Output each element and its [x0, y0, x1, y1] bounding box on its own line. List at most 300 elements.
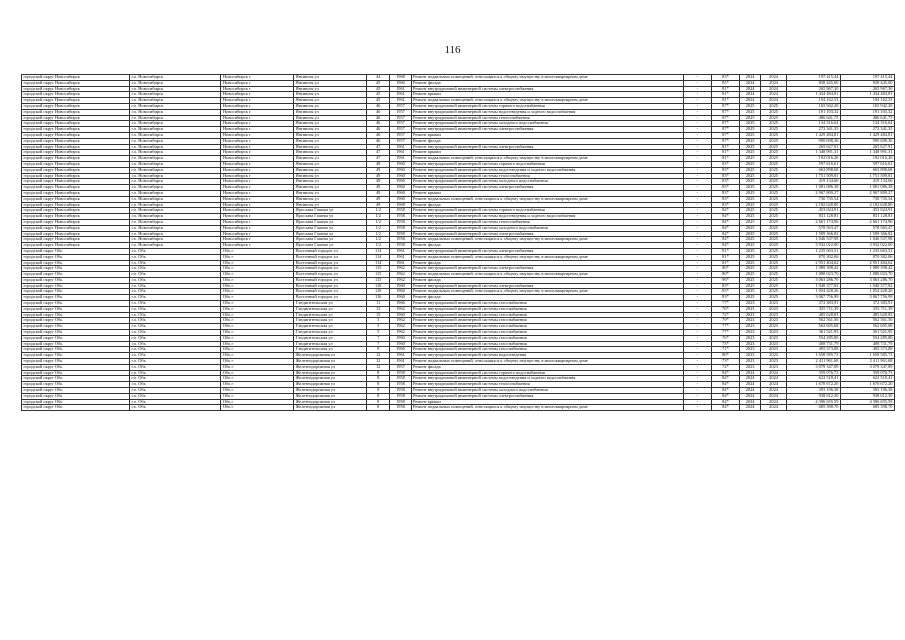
cell-year: 1960: [390, 295, 411, 301]
cell-plan-start: 2025: [740, 237, 761, 243]
cell-plan-start: 2025: [740, 167, 761, 173]
cell-locality: Новосибирск г: [221, 225, 294, 231]
cell-house: 8: [366, 405, 389, 411]
cell-work-type: Ремонт внутридомовой инженерной системы теплоснабжения: [411, 382, 683, 388]
cell-municipality: городской округ Новосибирск: [22, 243, 130, 249]
cell-municipality: городской округ Обь: [22, 324, 130, 330]
cell-cost-total: 194 162,33: [840, 98, 894, 104]
cell-settlement: г.о. Обь: [129, 289, 221, 295]
cell-plan-start: 2025: [740, 202, 761, 208]
cell-municipality: городской округ Обь: [22, 306, 130, 312]
cell-year: 1958: [390, 405, 411, 411]
cell-settlement: г.о. Новосибирск: [129, 185, 221, 191]
cell-locality: Обь г: [221, 301, 294, 307]
cell-house: 116: [366, 289, 389, 295]
cell-locality: Новосибирск г: [221, 75, 294, 81]
cell-plan-start: 2025: [740, 173, 761, 179]
cell-cost-total: 1 348 991,31: [840, 150, 894, 156]
cell-cost: 273 341,35: [786, 127, 840, 133]
cell-cost-total: 578 563,47: [840, 225, 894, 231]
cell-house: 11: [366, 301, 389, 307]
cell-municipality: городской округ Обь: [22, 330, 130, 336]
cell-wear: 83*: [711, 167, 739, 173]
cell-settlement: г.о. Новосибирск: [129, 109, 221, 115]
cell-street: Янгиюлы ул: [294, 121, 367, 127]
cell-dash: -: [683, 382, 711, 388]
cell-cost: 1 080 023,70: [786, 272, 840, 278]
cell-work-type: Ремонт крыши: [411, 150, 683, 156]
cell-plan-start: 2025: [740, 254, 761, 260]
cell-municipality: городской округ Новосибирск: [22, 225, 130, 231]
cell-house: 5: [366, 324, 389, 330]
cell-dash: -: [683, 393, 711, 399]
cell-settlement: г.о. Новосибирск: [129, 173, 221, 179]
cell-wear: 73*: [711, 341, 739, 347]
cell-wear: 81*: [711, 156, 739, 162]
cell-work-type: Ремонт внутридомовой инженерной системы водоотведения и ходного водоснабжения: [411, 214, 683, 220]
cell-street: Янгиюлы ул: [294, 179, 367, 185]
cell-cost: 453 024,91: [786, 208, 840, 214]
cell-year: 1961: [390, 150, 411, 156]
cell-work-type: Ремонт фасада: [411, 243, 683, 249]
cell-plan-start: 2025: [740, 109, 761, 115]
cell-dash: -: [683, 138, 711, 144]
cell-year: 1958: [390, 243, 411, 249]
cell-year: 1961: [390, 248, 411, 254]
cell-locality: Новосибирск г: [221, 150, 294, 156]
cell-municipality: городской округ Обь: [22, 254, 130, 260]
cell-work-type: Ремонт внутридомовой инженерной системы водоотведения: [411, 353, 683, 359]
cell-plan-end: 2025: [761, 144, 787, 150]
cell-house: 46: [366, 103, 389, 109]
cell-work-type: Ремонт внутридомовой инженерной системы горячего водоснабжения: [411, 370, 683, 376]
cell-settlement: г.о. Обь: [129, 335, 221, 341]
cell-work-type: Ремонт внутридомовой инженерной системы газоснабжения: [411, 301, 683, 307]
cell-plan-end: 2025: [761, 214, 787, 220]
cell-cost-total: 1 054 428,26: [840, 289, 894, 295]
cell-work-type: Ремонт крыши: [411, 132, 683, 138]
cell-wear: 83*: [711, 196, 739, 202]
cell-house: 114: [366, 248, 389, 254]
cell-wear: 87*: [711, 127, 739, 133]
cell-municipality: городской округ Обь: [22, 376, 130, 382]
cell-cost: 663 898,68: [786, 167, 840, 173]
cell-street: Янгиюлы ул: [294, 190, 367, 196]
cell-plan-end: 2025: [761, 185, 787, 191]
cell-house: 114: [366, 260, 389, 266]
cell-dash: -: [683, 219, 711, 225]
cell-house: 49: [366, 196, 389, 202]
cell-settlement: г.о. Обь: [129, 347, 221, 353]
cell-cost-total: 870 302,06: [840, 254, 894, 260]
cell-wear: 83*: [711, 75, 739, 81]
cell-street: Гэндигительская ул: [294, 312, 367, 318]
cell-wear: 77*: [711, 301, 739, 307]
cell-wear: 77*: [711, 330, 739, 336]
cell-cost-total: 165 942,20: [840, 103, 894, 109]
cell-cost: 197 415,44: [786, 75, 840, 81]
cell-cost-total: 562 605,68: [840, 324, 894, 330]
cell-work-type: Ремонт внутридомовой инженерной системы горячего водоснабжения: [411, 161, 683, 167]
cell-settlement: г.о. Новосибирск: [129, 179, 221, 185]
cell-dash: -: [683, 254, 711, 260]
cell-street: Янгиюлы ул: [294, 86, 367, 92]
cell-year: 1962: [390, 272, 411, 278]
cell-dash: -: [683, 353, 711, 359]
cell-plan-start: 2024: [740, 98, 761, 104]
cell-house: 45: [366, 92, 389, 98]
cell-work-type: Ремонт подвальных помещений, относящихся к общему имуществу в многоквартирном доме: [411, 75, 683, 81]
cell-locality: Обь г: [221, 370, 294, 376]
cell-locality: Новосибирск г: [221, 80, 294, 86]
cell-plan-start: 2025: [740, 161, 761, 167]
cell-settlement: г.о. Новосибирск: [129, 161, 221, 167]
cell-wear: 81*: [711, 144, 739, 150]
cell-municipality: городской округ Новосибирск: [22, 202, 130, 208]
cell-settlement: г.о. Новосибирск: [129, 190, 221, 196]
cell-cost: 990 698,36: [786, 138, 840, 144]
cell-cost: 359 076,73: [786, 370, 840, 376]
cell-year: 1958: [390, 237, 411, 243]
cell-plan-end: 2025: [761, 121, 787, 127]
cell-settlement: г.о. Новосибирск: [129, 243, 221, 249]
cell-wear: 84*: [711, 225, 739, 231]
cell-settlement: г.о. Обь: [129, 382, 221, 388]
cell-cost-total: 730 735,54: [840, 196, 894, 202]
cell-municipality: городской округ Новосибирск: [22, 208, 130, 214]
cell-dash: -: [683, 347, 711, 353]
cell-year: 1961: [390, 359, 411, 365]
cell-cost-total: 622 518,41: [840, 376, 894, 382]
cell-cost-total: 197 415,44: [840, 75, 894, 81]
cell-dash: -: [683, 289, 711, 295]
cell-year: 1960: [390, 283, 411, 289]
cell-year: 1957: [390, 121, 411, 127]
cell-cost: 1 429 484,81: [786, 132, 840, 138]
cell-locality: Новосибирск г: [221, 156, 294, 162]
cell-street: Ярослава Гашека ул: [294, 231, 367, 237]
cell-plan-start: 2023: [740, 353, 761, 359]
cell-year: 1960: [390, 173, 411, 179]
cell-cost-total: 393 196,38: [840, 388, 894, 394]
cell-cost: 554 285,80: [786, 335, 840, 341]
cell-dash: -: [683, 231, 711, 237]
cell-dash: -: [683, 283, 711, 289]
cell-house: 1/2: [366, 214, 389, 220]
cell-dash: -: [683, 156, 711, 162]
cell-locality: Обь г: [221, 330, 294, 336]
cell-work-type: Ремонт внутридомовой инженерной системы электроснабжения: [411, 127, 683, 133]
cell-settlement: г.о. Обь: [129, 393, 221, 399]
cell-street: Ярослава Гашека ул: [294, 237, 367, 243]
cell-house: 45: [366, 80, 389, 86]
cell-wear: 72*: [711, 312, 739, 318]
cell-wear: 84*: [711, 388, 739, 394]
cell-work-type: Ремонт внутридомовой инженерной системы газоснабжения: [411, 330, 683, 336]
cell-cost: 578 563,47: [786, 225, 840, 231]
cell-cost-total: 1 509 366,82: [840, 231, 894, 237]
cell-municipality: городской округ Новосибирск: [22, 231, 130, 237]
cell-street: Гэндигительская ул: [294, 341, 367, 347]
cell-plan-start: 2024: [740, 388, 761, 394]
cell-house: 47: [366, 144, 389, 150]
cell-plan-end: 2024: [761, 86, 787, 92]
cell-cost: 2 951 404,62: [786, 260, 840, 266]
cell-dash: -: [683, 312, 711, 318]
cell-wear: 81*: [711, 260, 739, 266]
cell-cost: 2 411 961,68: [786, 359, 840, 365]
cell-cost: 372 383,91: [786, 301, 840, 307]
cell-dash: -: [683, 277, 711, 283]
cell-wear: 84*: [711, 405, 739, 411]
cell-house: 15: [366, 312, 389, 318]
cell-work-type: Ремонт внутридомовой инженерной системы газоснабжения: [411, 341, 683, 347]
cell-street: Янгиюлы ул: [294, 109, 367, 115]
cell-settlement: г.о. Новосибирск: [129, 225, 221, 231]
cell-dash: -: [683, 202, 711, 208]
cell-plan-start: 2024: [740, 75, 761, 81]
cell-plan-start: 2024: [740, 376, 761, 382]
cell-settlement: г.о. Обь: [129, 405, 221, 411]
cell-plan-start: 2025: [740, 219, 761, 225]
cell-municipality: городской округ Обь: [22, 283, 130, 289]
cell-plan-end: 2025: [761, 272, 787, 278]
cell-house: 45: [366, 98, 389, 104]
cell-cost: 1 509 366,82: [786, 231, 840, 237]
cell-plan-start: 2025: [740, 260, 761, 266]
cell-year: 1968: [390, 75, 411, 81]
cell-work-type: Ремонт подвальных помещений, относящихся к общему имуществу в многоквартирном доме: [411, 156, 683, 162]
cell-dash: -: [683, 225, 711, 231]
cell-cost-total: 372 383,91: [840, 301, 894, 307]
cell-work-type: Ремонт фасада: [411, 80, 683, 86]
cell-plan-start: 2025: [740, 103, 761, 109]
cell-locality: Обь г: [221, 295, 294, 301]
cell-cost: 361 521,95: [786, 330, 840, 336]
cell-year: 1961: [390, 86, 411, 92]
cell-settlement: г.о. Новосибирск: [129, 144, 221, 150]
cell-municipality: городской округ Обь: [22, 399, 130, 405]
cell-street: Восточный городок ул: [294, 254, 367, 260]
cell-locality: Обь г: [221, 335, 294, 341]
cell-locality: Новосибирск г: [221, 185, 294, 191]
cell-house: 8: [366, 370, 389, 376]
cell-municipality: городской округ Новосибирск: [22, 173, 130, 179]
cell-settlement: г.о. Новосибирск: [129, 80, 221, 86]
cell-wear: 84*: [711, 370, 739, 376]
cell-street: Янгиюлы ул: [294, 98, 367, 104]
cell-plan-end: 2024: [761, 92, 787, 98]
cell-municipality: городской округ Новосибирск: [22, 156, 130, 162]
capital-repair-table: [21, 74, 895, 411]
cell-municipality: городской округ Новосибирск: [22, 109, 130, 115]
cell-plan-start: 2023: [740, 335, 761, 341]
cell-cost: 194 162,33: [786, 98, 840, 104]
cell-municipality: городской округ Новосибирск: [22, 196, 130, 202]
cell-house: 8: [366, 399, 389, 405]
cell-dash: -: [683, 92, 711, 98]
cell-locality: Обь г: [221, 248, 294, 254]
cell-dash: -: [683, 115, 711, 121]
cell-locality: Обь г: [221, 324, 294, 330]
cell-street: Янгиюлы ул: [294, 185, 367, 191]
cell-work-type: Ремонт крыши: [411, 190, 683, 196]
cell-locality: Новосибирск г: [221, 109, 294, 115]
cell-cost-total: 191 103,32: [840, 109, 894, 115]
cell-cost: 1 089 398,42: [786, 266, 840, 272]
cell-dash: -: [683, 179, 711, 185]
cell-locality: Новосибирск г: [221, 237, 294, 243]
cell-locality: Новосибирск г: [221, 231, 294, 237]
cell-locality: Обь г: [221, 341, 294, 347]
cell-work-type: Ремонт внутридомовой инженерной системы электроснабжения: [411, 283, 683, 289]
cell-locality: Новосибирск г: [221, 132, 294, 138]
cell-year: 1960: [390, 190, 411, 196]
cell-plan-start: 2024: [740, 370, 761, 376]
cell-dash: -: [683, 80, 711, 86]
cell-dash: -: [683, 335, 711, 341]
cell-street: Восточный городок ул: [294, 260, 367, 266]
cell-work-type: Ремонт внутридомовой инженерной системы газоснабжения: [411, 347, 683, 353]
cell-settlement: г.о. Новосибирск: [129, 138, 221, 144]
cell-year: 1966: [390, 301, 411, 307]
cell-settlement: г.о. Новосибирск: [129, 237, 221, 243]
cell-plan-end: 2025: [761, 196, 787, 202]
cell-house: 46: [366, 132, 389, 138]
cell-locality: Новосибирск г: [221, 121, 294, 127]
cell-cost: 1 434 484,81: [786, 92, 840, 98]
cell-wear: 81*: [711, 98, 739, 104]
cell-cost: 1 751 509,81: [786, 173, 840, 179]
cell-settlement: г.о. Новосибирск: [129, 202, 221, 208]
cell-work-type: Ремонт внутридомовой инженерной системы холодного водоснабжения: [411, 179, 683, 185]
cell-settlement: г.о. Новосибирск: [129, 167, 221, 173]
cell-plan-end: 2025: [761, 208, 787, 214]
cell-settlement: г.о. Обь: [129, 341, 221, 347]
cell-year: 1960: [390, 196, 411, 202]
cell-plan-end: 2023: [761, 353, 787, 359]
cell-dash: -: [683, 86, 711, 92]
cell-year: 1960: [390, 80, 411, 86]
cell-dash: -: [683, 260, 711, 266]
cell-wear: 83*: [711, 173, 739, 179]
cell-street: Восточный городок ул: [294, 248, 367, 254]
cell-locality: Новосибирск г: [221, 202, 294, 208]
cell-year: 1961: [390, 98, 411, 104]
cell-street: Ярослава Гашека ул: [294, 214, 367, 220]
cell-year: 1958: [390, 370, 411, 376]
cell-cost-total: 408 731,79: [840, 341, 894, 347]
cell-settlement: г.о. Обь: [129, 266, 221, 272]
cell-settlement: г.о. Обь: [129, 364, 221, 370]
cell-cost-total: 1 046 537,98: [840, 237, 894, 243]
cell-plan-end: 2024: [761, 370, 787, 376]
cell-cost-total: 1 670 672,20: [840, 382, 894, 388]
cell-cost: 265 967,30: [786, 86, 840, 92]
cell-wear: 83*: [711, 161, 739, 167]
cell-cost-total: 1 940 377,82: [840, 283, 894, 289]
cell-year: 1962: [390, 330, 411, 336]
cell-dash: -: [683, 364, 711, 370]
cell-street: Янгиюлы ул: [294, 103, 367, 109]
cell-street: Ярослава Гашека ул: [294, 208, 367, 214]
cell-settlement: г.о. Новосибирск: [129, 75, 221, 81]
cell-settlement: г.о. Обь: [129, 370, 221, 376]
cell-wear: 73*: [711, 359, 739, 365]
cell-dash: -: [683, 272, 711, 278]
cell-work-type: Ремонт внутридомовой инженерной системы газоснабжения: [411, 318, 683, 324]
cell-municipality: городской округ Новосибирск: [22, 219, 130, 225]
cell-dash: -: [683, 150, 711, 156]
cell-plan-end: 2025: [761, 190, 787, 196]
cell-municipality: городской округ Обь: [22, 272, 130, 278]
cell-wear: 96*: [711, 277, 739, 283]
cell-plan-start: 2023: [740, 324, 761, 330]
cell-municipality: городской округ Обь: [22, 312, 130, 318]
cell-year: 1960: [390, 167, 411, 173]
cell-cost-total: 355 711,39: [840, 306, 894, 312]
cell-work-type: Ремонт подвальных помещений, относящихся к общему имуществу в многоквартирном доме: [411, 98, 683, 104]
cell-house: 46: [366, 115, 389, 121]
cell-plan-end: 2025: [761, 266, 787, 272]
cell-plan-start: 2025: [740, 231, 761, 237]
cell-street: Железнодорожная ул: [294, 353, 367, 359]
cell-dash: -: [683, 405, 711, 411]
cell-house: 116: [366, 295, 389, 301]
cell-house: 13: [366, 306, 389, 312]
cell-settlement: г.о. Новосибирск: [129, 127, 221, 133]
cell-municipality: городской округ Обь: [22, 388, 130, 394]
cell-plan-start: 2025: [740, 214, 761, 220]
cell-wear: 81*: [711, 92, 739, 98]
cell-settlement: г.о. Обь: [129, 277, 221, 283]
cell-dash: -: [683, 301, 711, 307]
cell-cost: 3 067 756,99: [786, 295, 840, 301]
cell-work-type: Ремонт внутридомовой инженерной системы холодного водоснабжения: [411, 225, 683, 231]
cell-house: 46: [366, 138, 389, 144]
cell-work-type: Ремонт внутридомовой инженерной системы горячего водоснабжения: [411, 208, 683, 214]
cell-dash: -: [683, 330, 711, 336]
cell-locality: Обь г: [221, 399, 294, 405]
cell-locality: Новосибирск г: [221, 127, 294, 133]
cell-cost: 2 967 809,27: [786, 190, 840, 196]
cell-cost: 1 348 991,31: [786, 150, 840, 156]
cell-street: Ярослава Гашека ул: [294, 219, 367, 225]
cell-cost-total: 192 016,26: [840, 156, 894, 162]
cell-street: Ярослава Гашека ул: [294, 225, 367, 231]
cell-dash: -: [683, 214, 711, 220]
cell-year: 1957: [390, 138, 411, 144]
cell-house: 49: [366, 167, 389, 173]
cell-plan-start: 2023: [740, 359, 761, 365]
cell-settlement: г.о. Обь: [129, 248, 221, 254]
cell-house: 1/2: [366, 231, 389, 237]
cell-dash: -: [683, 359, 711, 365]
cell-locality: Обь г: [221, 254, 294, 260]
cell-settlement: г.о. Новосибирск: [129, 115, 221, 121]
cell-plan-start: 2023: [740, 318, 761, 324]
cell-year: 1958: [390, 376, 411, 382]
cell-cost: 838 445,00: [786, 80, 840, 86]
cell-work-type: Ремонт фасада: [411, 138, 683, 144]
cell-locality: Новосибирск г: [221, 86, 294, 92]
cell-work-type: Ремонт фасада: [411, 295, 683, 301]
cell-work-type: Ремонт внутридомовой инженерной системы электроснабжения: [411, 86, 683, 92]
cell-street: Гэндигительская ул: [294, 306, 367, 312]
cell-cost-total: 3 932 022,00: [840, 243, 894, 249]
cell-municipality: городской округ Обь: [22, 266, 130, 272]
cell-cost: 2 182 628,80: [786, 202, 840, 208]
